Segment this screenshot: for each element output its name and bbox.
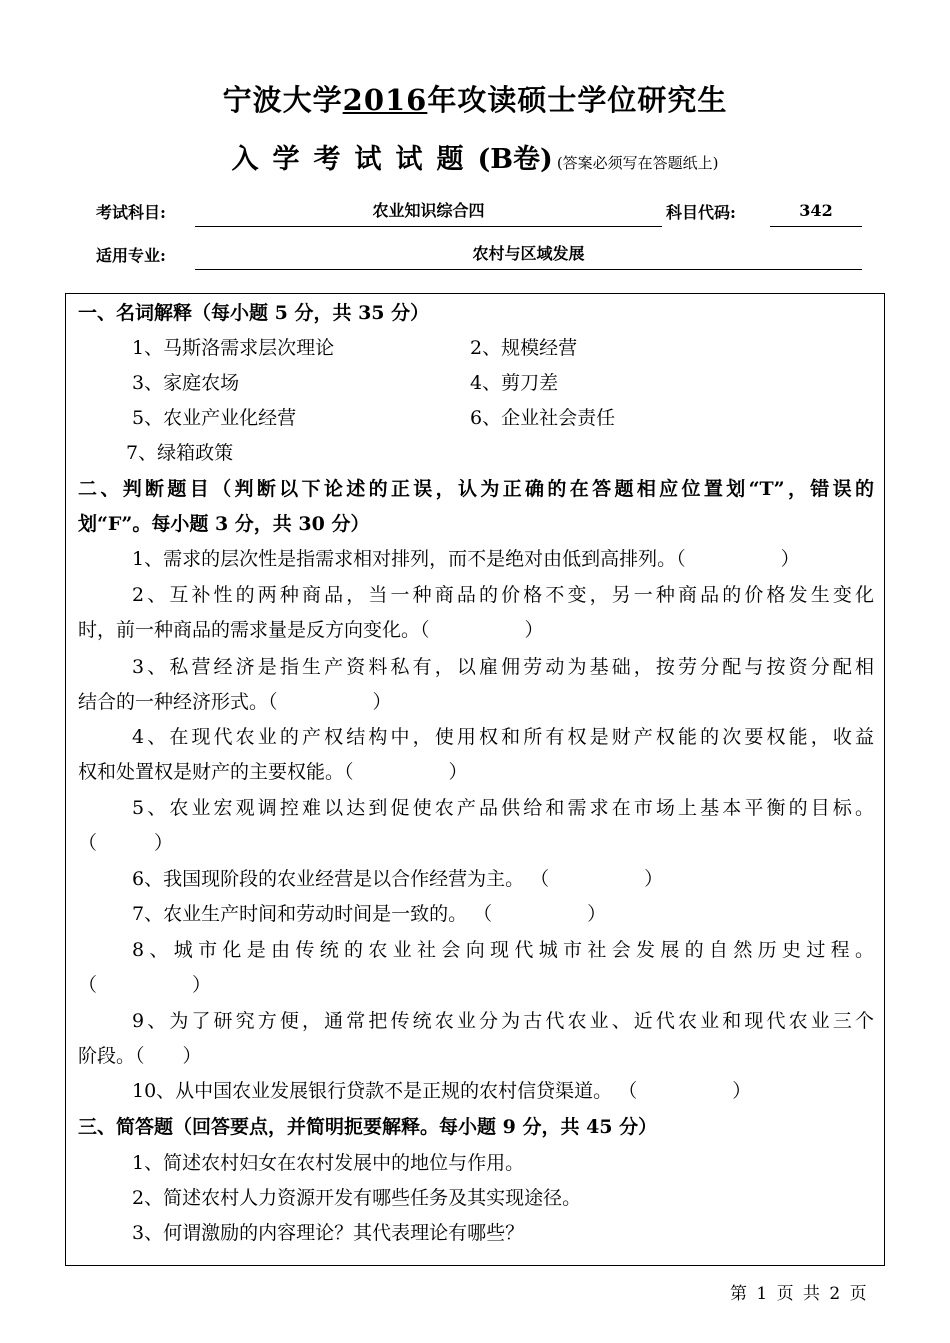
term-3: 3、家庭农场 (132, 372, 240, 394)
judge-q2-line1: 2、互补性的两种商品，当一种商品的价格不变，另一种商品的价格发生变化 (132, 584, 874, 606)
short-q1: 1、简述农村妇女在农村发展中的地位与作用。 (132, 1152, 525, 1174)
judge-q4-line2: 权和处置权是财产的主要权能。（ ） (78, 761, 468, 783)
subtitle-note: (答案必须写在答题纸上) (556, 154, 719, 172)
page-number: 第 1 页 共 2 页 (730, 1284, 867, 1304)
subject-label: 考试科目: (96, 203, 166, 222)
term-6: 6、企业社会责任 (470, 407, 616, 429)
judge-q3-line1: 3、私营经济是指生产资料私有，以雇佣劳动为基础，按劳分配与按资分配相 (132, 656, 874, 678)
term-2: 2、规模经营 (470, 337, 578, 359)
judge-q8-line1: 8、城市化是由传统的农业社会向现代城市社会发展的自然历史过程。 (132, 939, 874, 961)
judge-q1: 1、需求的层次性是指需求相对排列，而不是绝对由低到高排列。（ ） (132, 548, 800, 570)
judge-q9-line1: 9、为了研究方便，通常把传统农业分为古代农业、近代农业和现代农业三个 (132, 1010, 874, 1032)
short-q2: 2、简述农村人力资源开发有哪些任务及其实现途径。 (132, 1187, 582, 1209)
subject-value: 农业知识综合四 (195, 196, 662, 227)
judge-q2-line2: 时，前一种商品的需求量是反方向变化。（ ） (78, 619, 544, 641)
section2-title-line1: 二、判断题目（判断以下论述的正误，认为正确的在答题相应位置划“T”，错误的 (78, 478, 874, 500)
judge-q4-line1: 4、在现代农业的产权结构中，使用权和所有权是财产权能的次要权能，收益 (132, 726, 874, 748)
title-program: 年攻读硕士学位研究生 (427, 83, 728, 117)
exam-subtitle (0, 137, 950, 176)
subtitle-paper: (B卷) (477, 144, 553, 175)
code-label: 科目代码: (666, 203, 736, 222)
term-4: 4、剪刀差 (470, 372, 559, 394)
title-university: 宁波大学 (222, 83, 343, 117)
judge-q7: 7、农业生产时间和劳动时间是一致的。 （ ） (132, 903, 607, 925)
section2-title-line2: 划“F”。每小题 3 分，共 30 分） (78, 513, 370, 535)
section3-title: 三、简答题（回答要点，并简明扼要解释。每小题 9 分，共 45 分） (78, 1116, 658, 1138)
exam-title (0, 78, 950, 119)
judge-q10: 10、从中国农业发展银行贷款不是正规的农村信贷渠道。 （ ） (132, 1080, 752, 1102)
judge-q9-line2: 阶段。（ ） (78, 1045, 202, 1067)
title-year: 2016 (342, 83, 428, 117)
major-label: 适用专业: (96, 246, 166, 265)
subtitle-main: 入学考试试题 (231, 144, 478, 175)
section1-title: 一、名词解释（每小题 5 分，共 35 分） (78, 302, 430, 324)
term-5: 5、农业产业化经营 (132, 407, 297, 429)
judge-q5-line2: （ ） (78, 832, 174, 854)
question-box (65, 293, 885, 1266)
major-value: 农村与区域发展 (195, 239, 862, 270)
term-1: 1、马斯洛需求层次理论 (132, 337, 335, 359)
judge-q6: 6、我国现阶段的农业经营是以合作经营为主。 （ ） (132, 868, 664, 890)
judge-q3-line2: 结合的一种经济形式。（ ） (78, 691, 392, 713)
judge-q5-line1: 5、农业宏观调控难以达到促使农产品供给和需求在市场上基本平衡的目标。 (132, 797, 874, 819)
term-7: 7、绿箱政策 (126, 442, 234, 464)
short-q3: 3、何谓激励的内容理论？其代表理论有哪些？ (132, 1222, 525, 1244)
judge-q8-line2: （ ） (78, 974, 212, 996)
code-value: 342 (770, 196, 862, 227)
